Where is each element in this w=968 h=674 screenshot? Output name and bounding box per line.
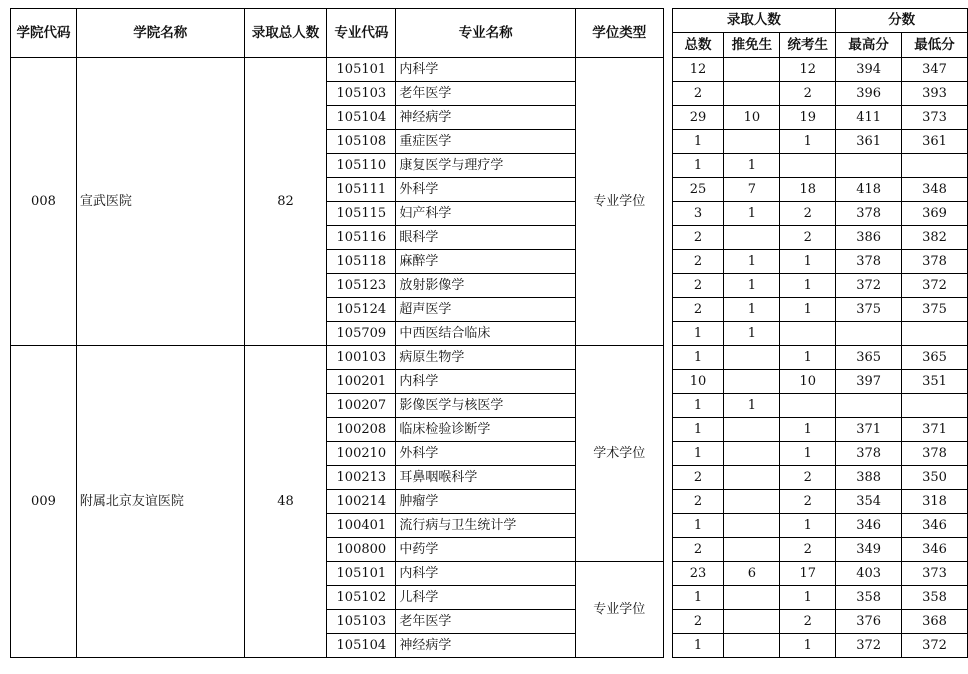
major-name-cell: 肿瘤学 [396,490,576,514]
recommended-count-cell [724,490,780,514]
total-count-cell: 25 [672,178,724,202]
table-gap [663,250,672,274]
major-code-cell: 105118 [327,250,396,274]
major-name-cell: 老年医学 [396,82,576,106]
min-score-cell: 393 [902,82,968,106]
recommended-count-cell [724,130,780,154]
header-college-name: 学院名称 [76,9,244,58]
recommended-count-cell [724,514,780,538]
table-gap [663,154,672,178]
table-gap [663,610,672,634]
unified-count-cell: 2 [780,82,836,106]
total-count-cell: 1 [672,418,724,442]
recommended-count-cell [724,634,780,658]
major-code-cell: 105103 [327,610,396,634]
min-score-cell: 351 [902,370,968,394]
major-code-cell: 100201 [327,370,396,394]
degree-type-cell: 学术学位 [575,346,663,562]
max-score-cell: 386 [836,226,902,250]
total-count-cell: 2 [672,250,724,274]
unified-count-cell [780,394,836,418]
max-score-cell: 376 [836,610,902,634]
min-score-cell: 350 [902,466,968,490]
max-score-cell: 346 [836,514,902,538]
major-code-cell: 105103 [327,82,396,106]
min-score-cell: 346 [902,538,968,562]
table-body [11,58,968,658]
total-count-cell: 2 [672,490,724,514]
major-name-cell: 儿科学 [396,586,576,610]
college-name-cell: 宣武医院 [76,58,244,346]
unified-count-cell: 1 [780,442,836,466]
min-score-cell: 373 [902,106,968,130]
degree-type-cell: 专业学位 [575,58,663,346]
min-score-cell: 361 [902,130,968,154]
major-code-cell: 105102 [327,586,396,610]
major-name-cell: 内科学 [396,562,576,586]
major-name-cell: 老年医学 [396,610,576,634]
major-name-cell: 神经病学 [396,634,576,658]
total-count-cell: 2 [672,82,724,106]
total-count-cell: 1 [672,586,724,610]
table-gap [663,394,672,418]
unified-count-cell: 19 [780,106,836,130]
header-admitted-group: 录取人数 [672,9,836,33]
max-score-cell: 372 [836,274,902,298]
unified-count-cell: 2 [780,538,836,562]
unified-count-cell: 12 [780,58,836,82]
total-count-cell: 1 [672,634,724,658]
recommended-count-cell [724,82,780,106]
major-code-cell: 105709 [327,322,396,346]
max-score-cell: 349 [836,538,902,562]
min-score-cell: 373 [902,562,968,586]
unified-count-cell: 1 [780,298,836,322]
min-score-cell: 358 [902,586,968,610]
major-code-cell: 105115 [327,202,396,226]
max-score-cell: 397 [836,370,902,394]
max-score-cell: 371 [836,418,902,442]
max-score-cell: 396 [836,82,902,106]
table-gap [663,322,672,346]
major-code-cell: 105104 [327,634,396,658]
major-code-cell: 100214 [327,490,396,514]
unified-count-cell: 17 [780,562,836,586]
header-recommended: 推免生 [724,33,780,58]
max-score-cell: 388 [836,466,902,490]
max-score-cell: 375 [836,298,902,322]
total-count-cell: 23 [672,562,724,586]
table-gap [663,9,672,58]
major-name-cell: 耳鼻咽喉科学 [396,466,576,490]
major-name-cell: 影像医学与核医学 [396,394,576,418]
major-code-cell: 105110 [327,154,396,178]
total-count-cell: 3 [672,202,724,226]
major-code-cell: 100207 [327,394,396,418]
major-code-cell: 105108 [327,130,396,154]
table-gap [663,130,672,154]
min-score-cell: 368 [902,610,968,634]
total-count-cell: 2 [672,226,724,250]
unified-count-cell [780,154,836,178]
major-code-cell: 100208 [327,418,396,442]
min-score-cell: 369 [902,202,968,226]
major-name-cell: 外科学 [396,442,576,466]
major-name-cell: 临床检验诊断学 [396,418,576,442]
admission-table-container [10,8,968,658]
major-name-cell: 病原生物学 [396,346,576,370]
major-name-cell: 眼科学 [396,226,576,250]
table-gap [663,442,672,466]
table-gap [663,226,672,250]
major-code-cell: 105123 [327,274,396,298]
max-score-cell: 354 [836,490,902,514]
table-gap [663,274,672,298]
recommended-count-cell [724,610,780,634]
major-name-cell: 内科学 [396,370,576,394]
recommended-count-cell: 10 [724,106,780,130]
unified-count-cell [780,322,836,346]
max-score-cell [836,394,902,418]
unified-count-cell: 2 [780,466,836,490]
major-code-cell: 100800 [327,538,396,562]
min-score-cell: 375 [902,298,968,322]
unified-count-cell: 1 [780,250,836,274]
max-score-cell [836,154,902,178]
major-name-cell: 内科学 [396,58,576,82]
table-gap [663,106,672,130]
major-name-cell: 流行病与卫生统计学 [396,514,576,538]
max-score-cell: 378 [836,202,902,226]
min-score-cell: 348 [902,178,968,202]
table-gap [663,634,672,658]
min-score-cell: 378 [902,442,968,466]
recommended-count-cell: 1 [724,322,780,346]
table-gap [663,370,672,394]
recommended-count-cell [724,466,780,490]
recommended-count-cell [724,442,780,466]
max-score-cell: 378 [836,442,902,466]
header-max-score: 最高分 [836,33,902,58]
recommended-count-cell: 1 [724,154,780,178]
major-name-cell: 重症医学 [396,130,576,154]
max-score-cell [836,322,902,346]
min-score-cell: 372 [902,274,968,298]
major-code-cell: 100210 [327,442,396,466]
major-name-cell: 中药学 [396,538,576,562]
total-count-cell: 29 [672,106,724,130]
major-code-cell: 105101 [327,562,396,586]
table-row [11,346,968,370]
header-min-score: 最低分 [902,33,968,58]
min-score-cell: 365 [902,346,968,370]
major-code-cell: 100213 [327,466,396,490]
min-score-cell: 318 [902,490,968,514]
total-count-cell: 1 [672,442,724,466]
recommended-count-cell: 7 [724,178,780,202]
recommended-count-cell [724,346,780,370]
recommended-count-cell: 1 [724,298,780,322]
max-score-cell: 378 [836,250,902,274]
total-count-cell: 1 [672,346,724,370]
max-score-cell: 358 [836,586,902,610]
major-code-cell: 105124 [327,298,396,322]
unified-count-cell: 1 [780,514,836,538]
major-name-cell: 麻醉学 [396,250,576,274]
total-count-cell: 2 [672,610,724,634]
recommended-count-cell [724,58,780,82]
college-name-cell: 附属北京友谊医院 [76,346,244,658]
max-score-cell: 372 [836,634,902,658]
college-total-cell: 48 [244,346,327,658]
table-gap [663,466,672,490]
max-score-cell: 411 [836,106,902,130]
max-score-cell: 394 [836,58,902,82]
unified-count-cell: 10 [780,370,836,394]
header-college-code: 学院代码 [11,9,77,58]
table-gap [663,202,672,226]
table-row [11,58,968,82]
recommended-count-cell [724,538,780,562]
table-gap [663,178,672,202]
header-degree-type: 学位类型 [575,9,663,58]
total-count-cell: 1 [672,154,724,178]
unified-count-cell: 1 [780,418,836,442]
recommended-count-cell: 1 [724,202,780,226]
major-code-cell: 105101 [327,58,396,82]
table-gap [663,298,672,322]
unified-count-cell: 1 [780,346,836,370]
header-total-admitted: 录取总人数 [244,9,327,58]
header-major-code: 专业代码 [327,9,396,58]
table-gap [663,538,672,562]
table-gap [663,82,672,106]
max-score-cell: 361 [836,130,902,154]
total-count-cell: 10 [672,370,724,394]
total-count-cell: 2 [672,538,724,562]
total-count-cell: 2 [672,298,724,322]
unified-count-cell: 18 [780,178,836,202]
total-count-cell: 1 [672,130,724,154]
min-score-cell: 347 [902,58,968,82]
total-count-cell: 12 [672,58,724,82]
admission-table [10,8,968,658]
header-unified: 统考生 [780,33,836,58]
college-code-cell: 009 [11,346,77,658]
table-gap [663,514,672,538]
total-count-cell: 2 [672,466,724,490]
recommended-count-cell [724,226,780,250]
major-name-cell: 外科学 [396,178,576,202]
unified-count-cell: 1 [780,586,836,610]
header-total: 总数 [672,33,724,58]
table-gap [663,346,672,370]
table-gap [663,418,672,442]
min-score-cell: 382 [902,226,968,250]
unified-count-cell: 1 [780,274,836,298]
min-score-cell: 346 [902,514,968,538]
min-score-cell: 371 [902,418,968,442]
major-code-cell: 105104 [327,106,396,130]
unified-count-cell: 1 [780,634,836,658]
recommended-count-cell [724,370,780,394]
major-name-cell: 放射影像学 [396,274,576,298]
recommended-count-cell: 6 [724,562,780,586]
recommended-count-cell: 1 [724,274,780,298]
header-score-group: 分数 [836,9,968,33]
table-gap [663,490,672,514]
max-score-cell: 403 [836,562,902,586]
min-score-cell: 378 [902,250,968,274]
major-code-cell: 105111 [327,178,396,202]
recommended-count-cell: 1 [724,394,780,418]
unified-count-cell: 2 [780,610,836,634]
college-code-cell: 008 [11,58,77,346]
total-count-cell: 1 [672,394,724,418]
major-code-cell: 100401 [327,514,396,538]
major-name-cell: 超声医学 [396,298,576,322]
table-gap [663,586,672,610]
min-score-cell [902,394,968,418]
recommended-count-cell [724,586,780,610]
max-score-cell: 418 [836,178,902,202]
header-major-name: 专业名称 [396,9,576,58]
min-score-cell: 372 [902,634,968,658]
unified-count-cell: 2 [780,226,836,250]
unified-count-cell: 2 [780,202,836,226]
total-count-cell: 2 [672,274,724,298]
major-name-cell: 中西医结合临床 [396,322,576,346]
table-gap [663,562,672,586]
major-name-cell: 康复医学与理疗学 [396,154,576,178]
unified-count-cell: 2 [780,490,836,514]
unified-count-cell: 1 [780,130,836,154]
college-total-cell: 82 [244,58,327,346]
min-score-cell [902,154,968,178]
header-row-1 [11,9,968,33]
total-count-cell: 1 [672,322,724,346]
recommended-count-cell [724,418,780,442]
major-name-cell: 妇产科学 [396,202,576,226]
major-name-cell: 神经病学 [396,106,576,130]
max-score-cell: 365 [836,346,902,370]
recommended-count-cell: 1 [724,250,780,274]
major-code-cell: 105116 [327,226,396,250]
total-count-cell: 1 [672,514,724,538]
table-gap [663,58,672,82]
min-score-cell [902,322,968,346]
degree-type-cell: 专业学位 [575,562,663,658]
major-code-cell: 100103 [327,346,396,370]
